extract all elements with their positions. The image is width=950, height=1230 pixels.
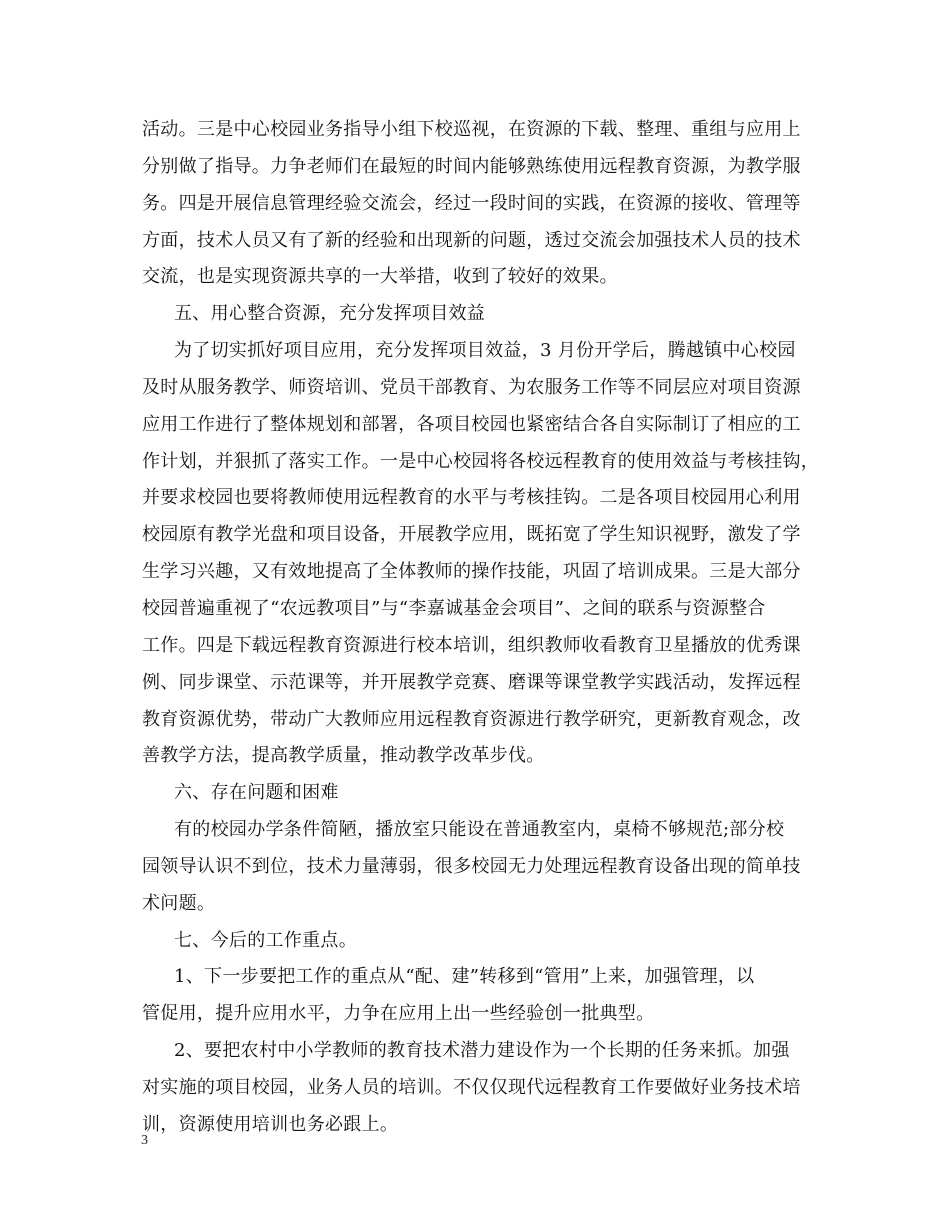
text-line: 工作。四是下载远程教育资源进行校本培训，组织教师收看教育卫星播放的优秀课 <box>142 634 801 656</box>
text-line: 有的校园办学条件简陋，播放室只能设在普通教室内，桌椅不够规范;部分校 <box>174 819 785 841</box>
document-body <box>142 112 822 1144</box>
text-line: 园领导认识不到位，技术力量薄弱，很多校园无力处理远程教育设备出现的简单技 <box>142 855 801 877</box>
text-line: 善教学方法，提高教学质量，推动教学改革步伐。 <box>142 745 545 767</box>
text-line: 例、同步课堂、示范课等，并开展教学竞赛、磨课等课堂教学实践活动，发挥远程 <box>142 671 801 693</box>
text-line: 管促用，提升应用水平，力争在应用上出一些经验创一批典型。 <box>142 1003 655 1025</box>
text-line: 七、今后的工作重点。 <box>174 929 357 951</box>
text-line: 应用工作进行了整体规划和部署，各项目校园也紧密结合各自实际制订了相应的工 <box>142 413 801 435</box>
text-line: 训，资源使用培训也务必跟上。 <box>142 1113 399 1135</box>
text-line: 校园原有教学光盘和项目设备，开展教学应用，既拓宽了学生知识视野，激发了学 <box>142 524 801 546</box>
text-line: 作计划，并狠抓了落实工作。一是中心校园将各校远程教育的使用效益与考核挂钩， <box>142 450 820 472</box>
text-line: 分别做了指导。力争老师们在最短的时间内能够熟练使用远程教育资源，为教学服 <box>142 155 801 177</box>
text-line: 校园普遍重视了“农远教项目”与“李嘉诚基金会项目”、之间的联系与资源整合 <box>142 597 766 619</box>
text-line: 并要求校园也要将教师使用远程教育的水平与考核挂钩。二是各项目校园用心利用 <box>142 487 801 509</box>
text-line: 对实施的项目校园，业务人员的培训。不仅仅现代远程教育工作要做好业务技术培 <box>142 1076 801 1098</box>
text-line: 2、要把农村中小学教师的教育技术潜力建设作为一个长期的任务来抓。加强 <box>174 1040 790 1062</box>
text-line: 1、下一步要把工作的重点从“配、建”转移到“管用”上来，加强管理，以 <box>174 966 755 988</box>
text-line: 务。四是开展信息管理经验交流会，经过一段时间的实践，在资源的接收、管理等 <box>142 192 801 214</box>
text-line: 生学习兴趣，又有效地提高了全体教师的操作技能，巩固了培训成果。三是大部分 <box>142 561 801 583</box>
text-line: 术问题。 <box>142 892 216 914</box>
text-line: 交流，也是实现资源共享的一大举措，收到了较好的效果。 <box>142 266 618 288</box>
text-line: 六、存在问题和困难 <box>174 782 339 804</box>
text-line: 活动。三是中心校园业务指导小组下校巡视，在资源的下载、整理、重组与应用上 <box>142 119 801 140</box>
text-line: 方面，技术人员又有了新的经验和出现新的问题，透过交流会加强技术人员的技术 <box>142 229 801 251</box>
text-line: 五、用心整合资源，充分发挥项目效益 <box>174 303 486 325</box>
page-number: 3 <box>141 1133 148 1148</box>
text-line: 及时从服务教学、师资培训、党员干部教育、为农服务工作等不同层应对项目资源 <box>142 376 801 398</box>
text-line: 为了切实抓好项目应用，充分发挥项目效益，3 月份开学后，腾越镇中心校园 <box>174 340 796 362</box>
text-line: 教育资源优势，带动广大教师应用远程教育资源进行教学研究，更新教育观念，改 <box>142 708 801 730</box>
